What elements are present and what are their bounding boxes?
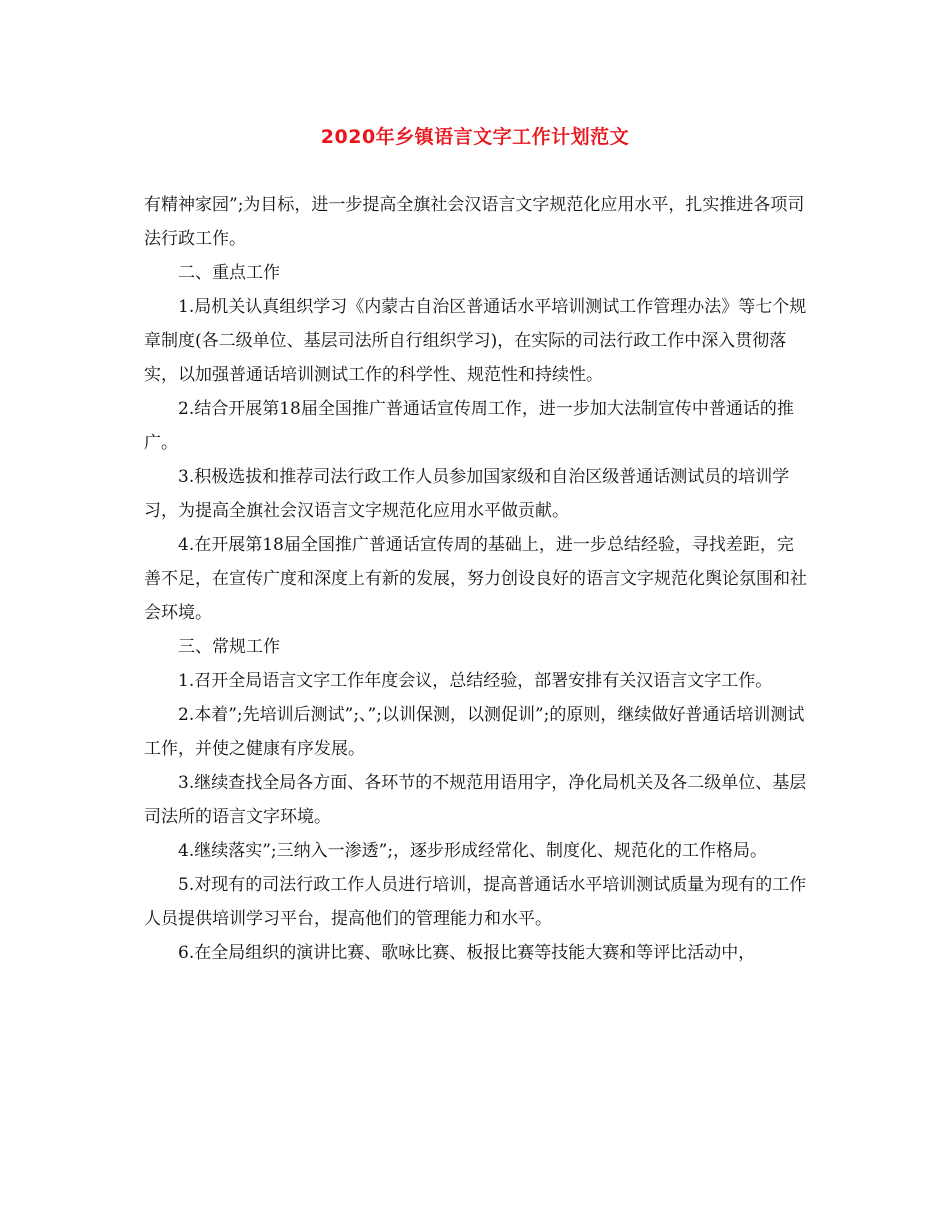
body-paragraph: 4.继续落实”;三纳入一渗透”;，逐步形成经常化、制度化、规范化的工作格局。 [178,841,768,861]
body-paragraph: 2.本着”;先培训后测试”;、”;以训保测，以测促训”;的原则，继续做好普通话培训测试工作，并使之健康有序发展。 [144,705,805,759]
body-paragraph: 3.积极选拔和推荐司法行政工作人员参加国家级和自治区级普通话测试员的培训学习，为提高全旗社会汉语言文字规范化应用水平做贡献。 [144,467,790,521]
body-paragraph: 4.在开展第18届全国推广普通话宣传周的基础上，进一步总结经验，寻找差距，完善不足，在宣传广度和深度上有新的发展，努力创设良好的语言文字规范化舆论氛围和社会环境。 [144,535,807,623]
body-paragraph: 5.对现有的司法行政工作人员进行培训，提高普通话水平培训测试质量为现有的工作人员提供培训学习平台，提高他们的管理能力和水平。 [144,875,807,929]
document-title: 2020年乡镇语言文字工作计划范文 [320,126,630,148]
body-paragraph: 2.结合开展第18届全国推广普通话宣传周工作，进一步加大法制宣传中普通话的推广。 [144,399,794,453]
body-paragraph: 三、常规工作 [178,637,280,657]
body-paragraph: 3.继续查找全局各方面、各环节的不规范用语用字，净化局机关及各二级单位、基层司法所的语言文字环境。 [144,773,807,827]
body-paragraph: 二、重点工作 [178,263,280,283]
body-paragraph: 1.召开全局语言文字工作年度会议，总结经验，部署安排有关汉语言文字工作。 [178,671,773,691]
document-body [144,188,808,970]
body-paragraph: 6.在全局组织的演讲比赛、歌咏比赛、板报比赛等技能大赛和等评比活动中， [178,943,756,963]
body-paragraph: 有精神家园”;为目标，进一步提高全旗社会汉语言文字规范化应用水平，扎实推进各项司法行政工作。 [144,195,805,249]
body-paragraph: 1.局机关认真组织学习《内蒙古自治区普通话水平培训测试工作管理办法》等七个规章制度(各二级单位、基层司法所自行组织学习)，在实际的司法行政工作中深入贯彻落实，以加强普通话培训测试工作的科学性、规范性和持续性。 [144,297,807,385]
